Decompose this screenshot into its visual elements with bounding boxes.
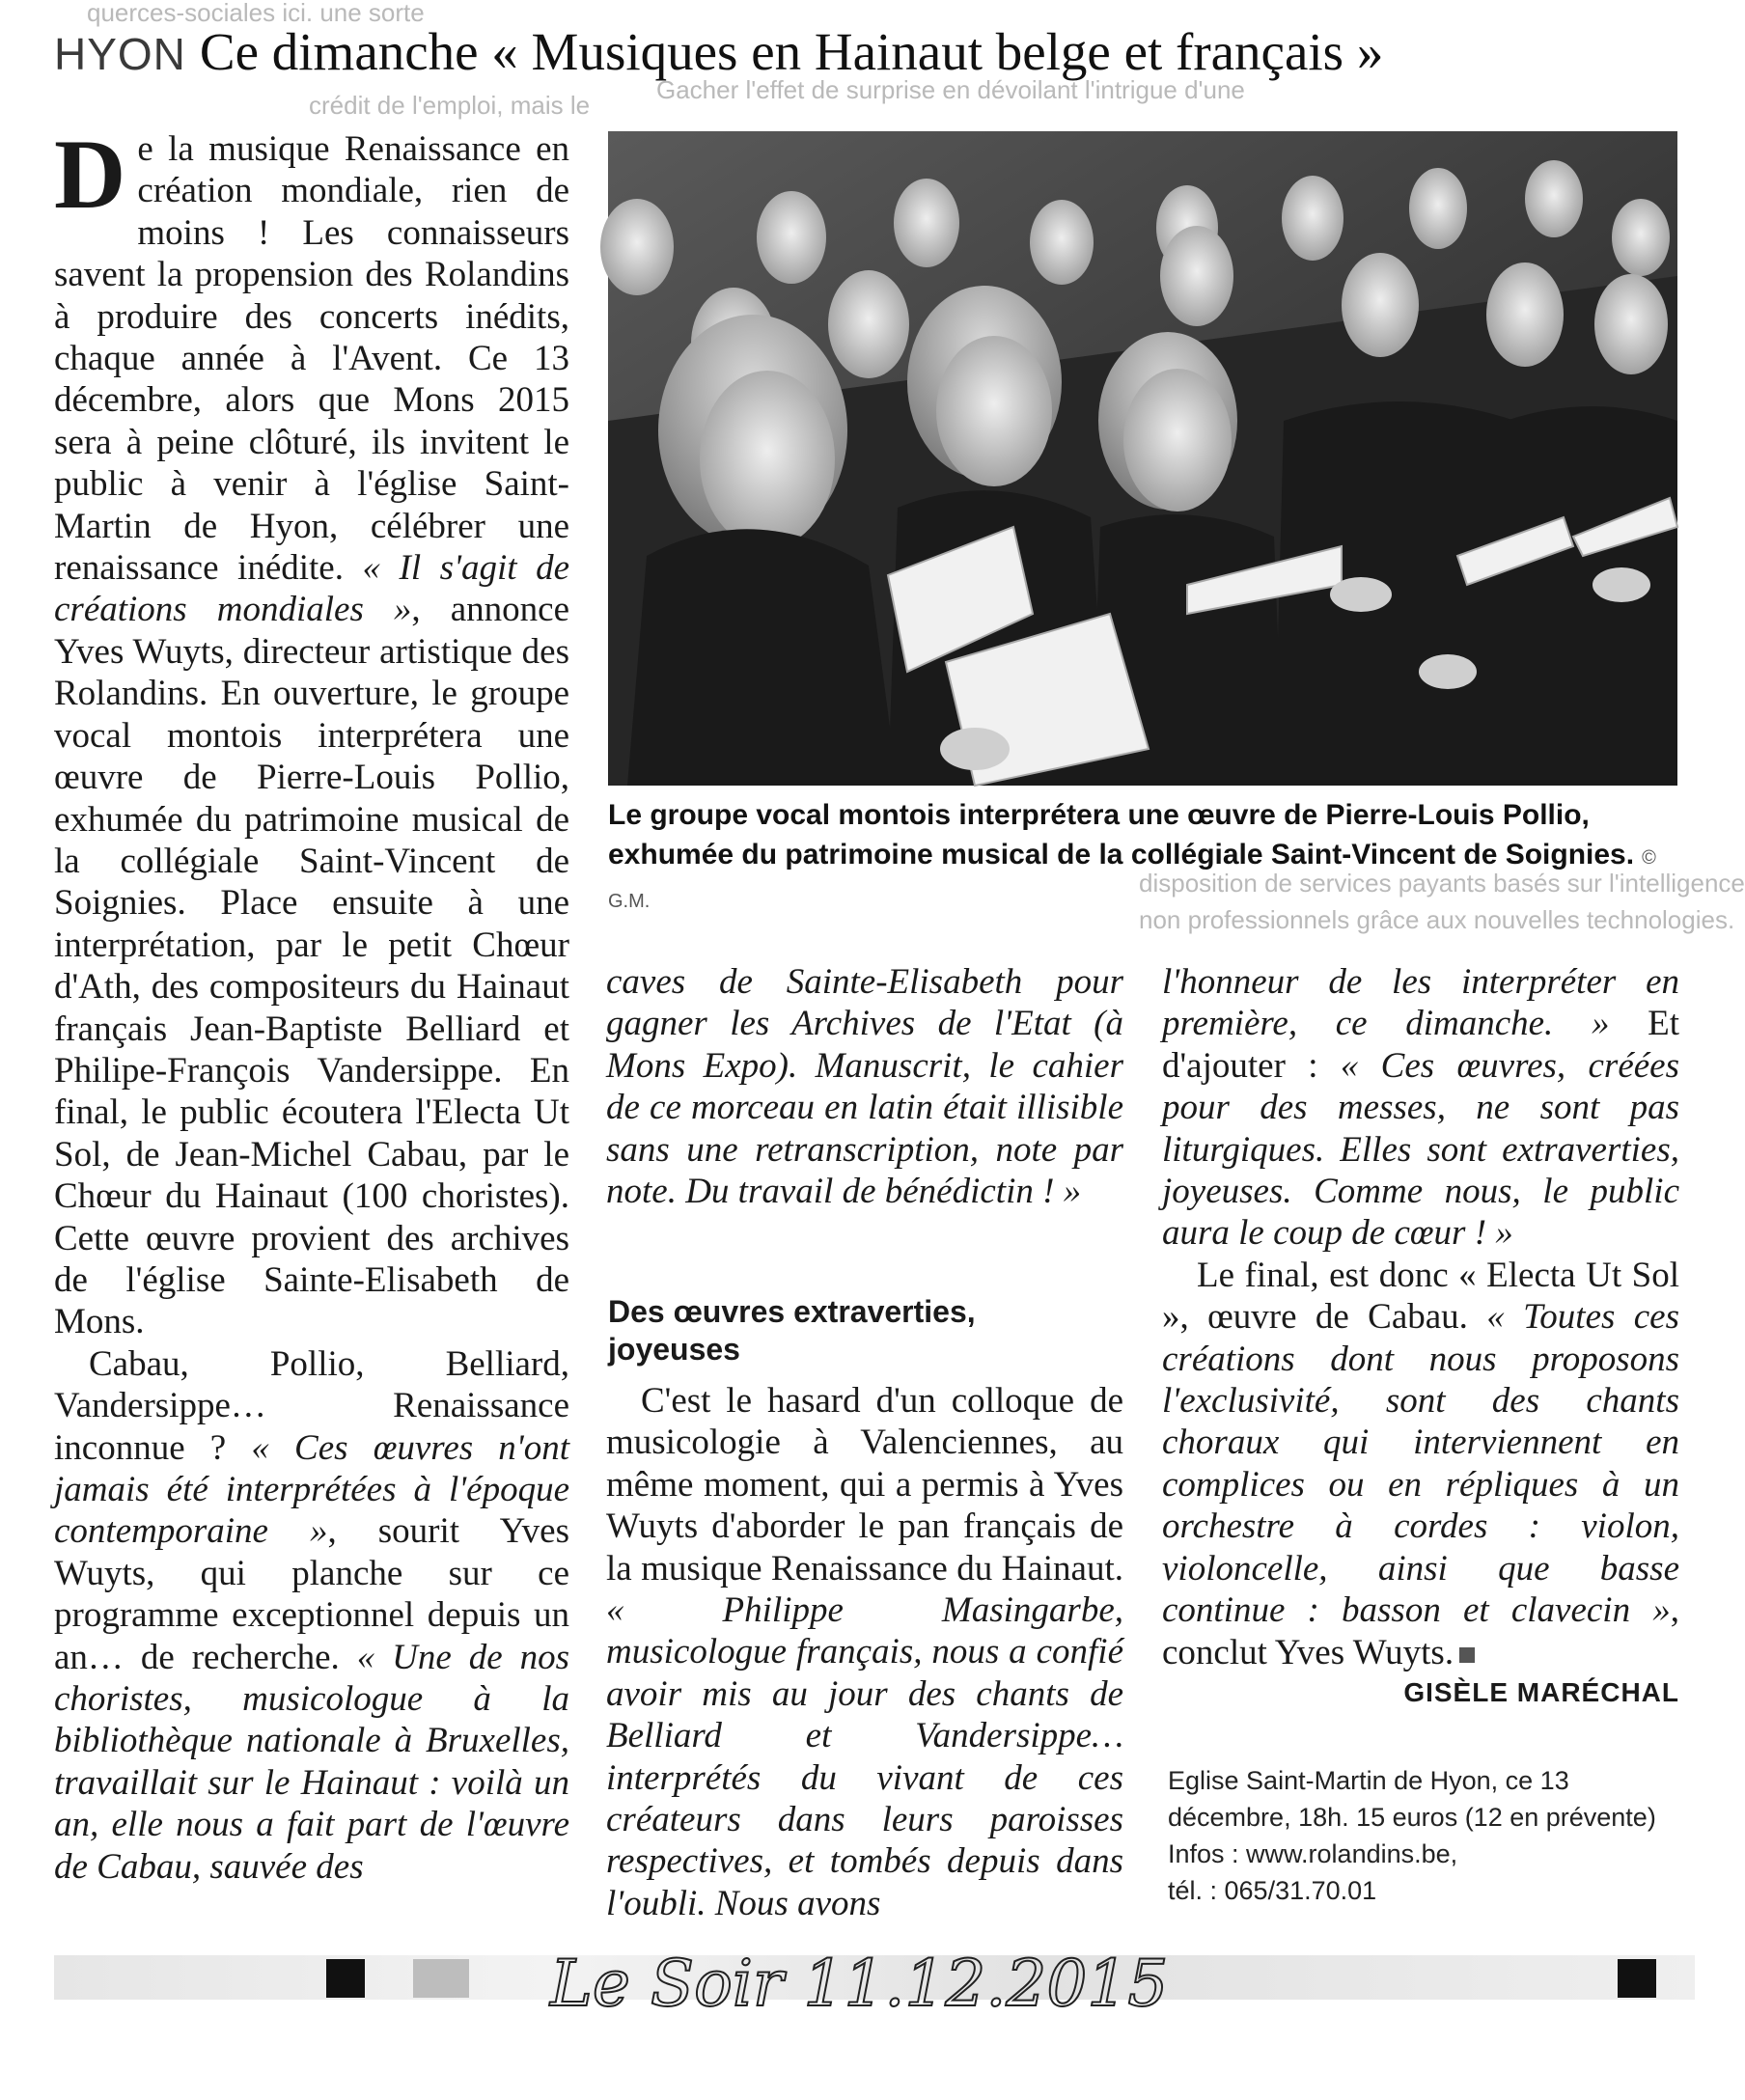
paragraph-4-end: , conclut Yves Wuyts. — [1162, 1590, 1679, 1672]
info-website: Infos : www.rolandins.be, — [1168, 1839, 1458, 1868]
registration-mark-left — [326, 1959, 365, 1998]
info-price: décembre, 18h. 15 euros (12 en prévente) — [1168, 1803, 1656, 1832]
headline — [54, 21, 1666, 91]
choir-photo-illustration — [608, 131, 1677, 786]
handwritten-note-text: Le Soir 11.12.2015 — [550, 1947, 1169, 2021]
column-3-quote-2: « Ces œuvres, créées pour des messes, ne sont pas liturgiques. Elles sont extraverties, joyeuses. Comme nous, le public aura le coup de cœur ! » — [1162, 1045, 1679, 1254]
paragraph-1 — [54, 120, 569, 1343]
paragraph-3-intro: C'est le hasard d'un colloque de musicologie à Valenciennes, au même moment, qui a permis à Yves Wuyts d'aborder le pan français de la musique Renaissance du Hainaut. — [606, 1381, 1123, 1589]
choir-photo — [608, 131, 1677, 786]
paragraph-4-quote: « Toutes ces créations dont nous proposons l'exclusivité, sont des chants choraux qui interviennent en complices ou en répliques à un orchestre à cordes : violon, violoncelle, ainsi que basse continue : basson et clavecin » — [1162, 1297, 1679, 1631]
paragraph-3-quote: « Philippe Masingarbe, musicologue français, nous a confié avoir mis au jour des chants de Belliard et Vandersippe… interprétés du vivant de ces créateurs dans leurs paroisses respectives, et tombés depuis dans l'oubli. Nous avons — [606, 1590, 1123, 1923]
bleed-text-top-left-2: crédit de l'emploi, mais le — [309, 91, 591, 120]
info-box — [1168, 1762, 1679, 1909]
paragraph-2-mid: , sourit Yves Wuyts, qui planche sur ce programme exceptionnel depuis un an… de recherche. — [54, 1511, 569, 1677]
article-column-2 — [606, 961, 1123, 1212]
registration-mark-right — [1618, 1959, 1656, 1998]
photo-credit: © G.M. — [608, 847, 1656, 912]
article-column-2-lower — [606, 1380, 1123, 1924]
paragraph-1-rest: , annonce Yves Wuyts, directeur artistique des Rolandins. En ouverture, le groupe vocal montois interprétera une œuvre de Pierre-Louis Pollio, exhumée du patrimoine musical de la collégiale Saint-Vincent de Soignies. Place ensuite à une interprétation, par le petit Chœur d'Ath, des compositeurs du Hainaut français Jean-Baptiste Belliard et Philipe-François Vandersippe. En final, le public écoutera l'Electa Ut Sol, de Jean-Michel Cabau, par le Chœur du Hainaut (100 choristes). Cette œuvre provient des archives de l'église Sainte-Elisabeth de Mons. — [54, 590, 569, 1342]
photo-caption — [608, 795, 1745, 922]
article-column-3 — [1162, 961, 1679, 1673]
quote-continuation-archives: caves de Sainte-Elisabeth pour gagner les Archives de l'Etat (à Mons Expo). Manuscrit, le cahier de ce morceau en latin était illisible sans une retranscription, note par note. Du travail de bénédictin ! » — [606, 962, 1123, 1212]
info-phone: tél. : 065/31.70.01 — [1168, 1876, 1377, 1905]
paragraph-1-quote: « Il s'agit de créations mondiales » — [54, 548, 569, 630]
quote-continuation-premiere: l'honneur de les interpréter en première, ce dimanche. » — [1162, 962, 1679, 1044]
bleed-text-mid-strip-2: non professionnels grâce aux nouvelles technologies. — [1139, 905, 1735, 934]
paragraph-2-intro: Cabau, Pollio, Belliard, Vandersippe… Renaissance inconnue ? — [54, 1343, 569, 1468]
bleed-text-top-right: Gacher l'effet de surprise en dévoilant l'intrigue d'une — [656, 75, 1245, 104]
photo-caption-text: Le groupe vocal montois interprétera une œuvre de Pierre-Louis Pollio, exhumée du patrimoine musical de la collégiale Saint-Vincent de Soignies. — [608, 799, 1635, 870]
column-2-quote-continued — [606, 961, 1123, 1212]
bleed-text-top-left: querces-sociales ici. une sorte — [87, 0, 425, 27]
headline-kicker: HYON — [54, 29, 186, 79]
paragraph-4 — [1162, 1255, 1679, 1673]
end-mark-icon — [1459, 1647, 1475, 1663]
paragraph-2-quote: « Ces œuvres n'ont jamais été interprétées à l'époque contemporaine » — [54, 1427, 569, 1552]
paragraph-2 — [54, 1343, 569, 1888]
article-column-1 — [54, 120, 569, 1888]
registration-gray-patch — [413, 1959, 469, 1998]
paragraph-4-intro: Le final, est donc « Electa Ut Sol », œuvre de Cabau. — [1162, 1255, 1679, 1338]
column-3-quote-continued — [1162, 961, 1679, 1255]
byline: GISÈLE MARÉCHAL — [1403, 1677, 1679, 1707]
info-venue: Eglise Saint-Martin de Hyon, ce 13 — [1168, 1766, 1569, 1795]
paragraph-1-intro: e la musique Renaissance en création mondiale, rien de moins ! Les connaisseurs savent la propension des Rolandins à produire des concerts inédits, chaque année à l'Avent. Ce 13 décembre, alors que Mons 2015 sera à peine clôturé, ils invitent le public à venir à l'église Saint-Martin de Hyon, célébrer une renaissance inédite. — [54, 129, 569, 589]
dropcap: D — [54, 120, 126, 230]
paragraph-2-quote-2: « Une de nos choristes, musicologue à la bibliothèque nationale à Bruxelles, travaillait sur le Hainaut : voilà un an, elle nous a fait part de l'œuvre de Cabau, sauvée des — [54, 1637, 569, 1887]
headline-title: Ce dimanche « Musiques en Hainaut belge et français » — [199, 22, 1384, 81]
paragraph-3 — [606, 1380, 1123, 1924]
subheading: Des œuvres extraverties, joyeuses — [608, 1294, 976, 1367]
column-3-mid: Et d'ajouter : — [1162, 1004, 1679, 1086]
bleed-text-mid-strip: disposition de services payants basés sur l'intelligence — [1139, 869, 1745, 898]
handwritten-date-note — [540, 1926, 1216, 2032]
